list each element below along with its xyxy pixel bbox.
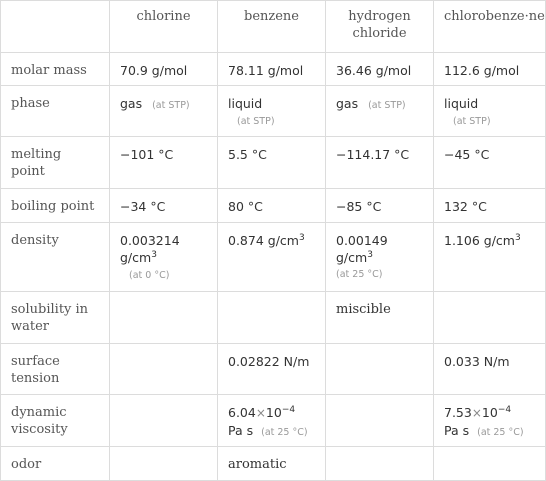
table-cell: 0.033 N/m: [434, 344, 546, 395]
table-row-dynamic-viscosity: [1, 395, 546, 447]
cell-note: (at STP): [453, 116, 491, 127]
table-cell: [218, 86, 326, 137]
row-label: density: [1, 223, 110, 292]
column-header-chlorine: chlorine: [110, 1, 218, 53]
table-cell: −34 °C: [110, 189, 218, 223]
unit-exponent: 3: [367, 250, 373, 260]
table-cell: aromatic: [218, 447, 326, 481]
table-cell: [110, 447, 218, 481]
cell-note: (at STP): [237, 116, 275, 127]
cell-note: (at 25 °C): [336, 269, 383, 280]
table-cell: [434, 395, 546, 447]
unit-exponent: 3: [298, 233, 305, 243]
table-row-phase: [1, 86, 546, 137]
row-label: dynamic viscosity: [1, 395, 110, 447]
row-label: boiling point: [1, 189, 110, 223]
table-cell: −114.17 °C: [326, 137, 434, 189]
table-cell: [110, 223, 218, 292]
power-base: 10: [481, 405, 498, 420]
table-cell: [218, 292, 326, 344]
row-label: phase: [1, 86, 110, 137]
table-cell: −101 °C: [110, 137, 218, 189]
table-cell: [326, 223, 434, 292]
unit-exponent: 3: [514, 233, 521, 243]
row-label: molar mass: [1, 53, 110, 86]
row-label: surface tension: [1, 344, 110, 395]
table-row-odor: [1, 447, 546, 481]
cell-value: 0.003214 g/cm: [120, 233, 180, 265]
table-cell: [110, 292, 218, 344]
times-sign: ×: [255, 406, 266, 420]
table-cell: 0.02822 N/m: [218, 344, 326, 395]
table-cell: 132 °C: [434, 189, 546, 223]
table-cell: [110, 344, 218, 395]
cell-unit: Pa s: [228, 423, 254, 438]
row-label: solubility in water: [1, 292, 110, 344]
cell-note: (at 0 °C): [129, 270, 170, 281]
table-row-density: [1, 223, 546, 292]
row-label: odor: [1, 447, 110, 481]
unit-exponent: 3: [151, 250, 157, 260]
cell-value: 1.106 g/cm: [444, 233, 515, 248]
table-cell: −85 °C: [326, 189, 434, 223]
table-cell: 78.11 g/mol: [218, 53, 326, 86]
table-cell: [434, 447, 546, 481]
table-cell: 112.6 g/mol: [434, 53, 546, 86]
table-cell: [218, 395, 326, 447]
cell-value: gas: [336, 96, 359, 111]
table-cell: miscible: [326, 292, 434, 344]
table-cell: [110, 395, 218, 447]
table-cell: [326, 395, 434, 447]
cell-note: (at STP): [152, 100, 190, 111]
column-header-hydrogen-chloride: hydrogen chloride: [326, 1, 434, 53]
table-cell: 80 °C: [218, 189, 326, 223]
cell-note: (at 25 °C): [477, 427, 524, 438]
cell-value: 0.874 g/cm: [228, 233, 299, 248]
table-cell: 36.46 g/mol: [326, 53, 434, 86]
table-row-boiling-point: [1, 189, 546, 223]
power-exponent: −4: [281, 405, 296, 415]
table-cell: [326, 86, 434, 137]
cell-note: (at 25 °C): [261, 427, 308, 438]
table-row-melting-point: [1, 137, 546, 189]
table-row-solubility: [1, 292, 546, 344]
cell-value: 0.00149 g/cm: [336, 233, 388, 265]
power-exponent: −4: [497, 405, 512, 415]
table-cell: [218, 223, 326, 292]
header-row: [1, 1, 546, 53]
corner-cell: [1, 1, 110, 53]
table-row-molar-mass: [1, 53, 546, 86]
table-row-surface-tension: [1, 344, 546, 395]
table-cell: [434, 86, 546, 137]
cell-note: (at STP): [368, 100, 406, 111]
column-header-chlorobenzene: chlorobenze·ne: [434, 1, 546, 53]
cell-unit: Pa s: [444, 423, 470, 438]
cell-value: liquid: [228, 96, 263, 111]
table-cell: [434, 292, 546, 344]
table-cell: [326, 447, 434, 481]
cell-value: 7.53: [444, 405, 472, 420]
table-cell: [434, 223, 546, 292]
column-header-benzene: benzene: [218, 1, 326, 53]
cell-value: 6.04: [228, 405, 256, 420]
row-label: melting point: [1, 137, 110, 189]
table-cell: [110, 86, 218, 137]
table-cell: [326, 344, 434, 395]
power-base: 10: [265, 405, 282, 420]
table-cell: −45 °C: [434, 137, 546, 189]
table-cell: 5.5 °C: [218, 137, 326, 189]
table-cell: 70.9 g/mol: [110, 53, 218, 86]
cell-value: liquid: [444, 96, 479, 111]
cell-value: gas: [120, 96, 143, 111]
times-sign: ×: [471, 406, 482, 420]
